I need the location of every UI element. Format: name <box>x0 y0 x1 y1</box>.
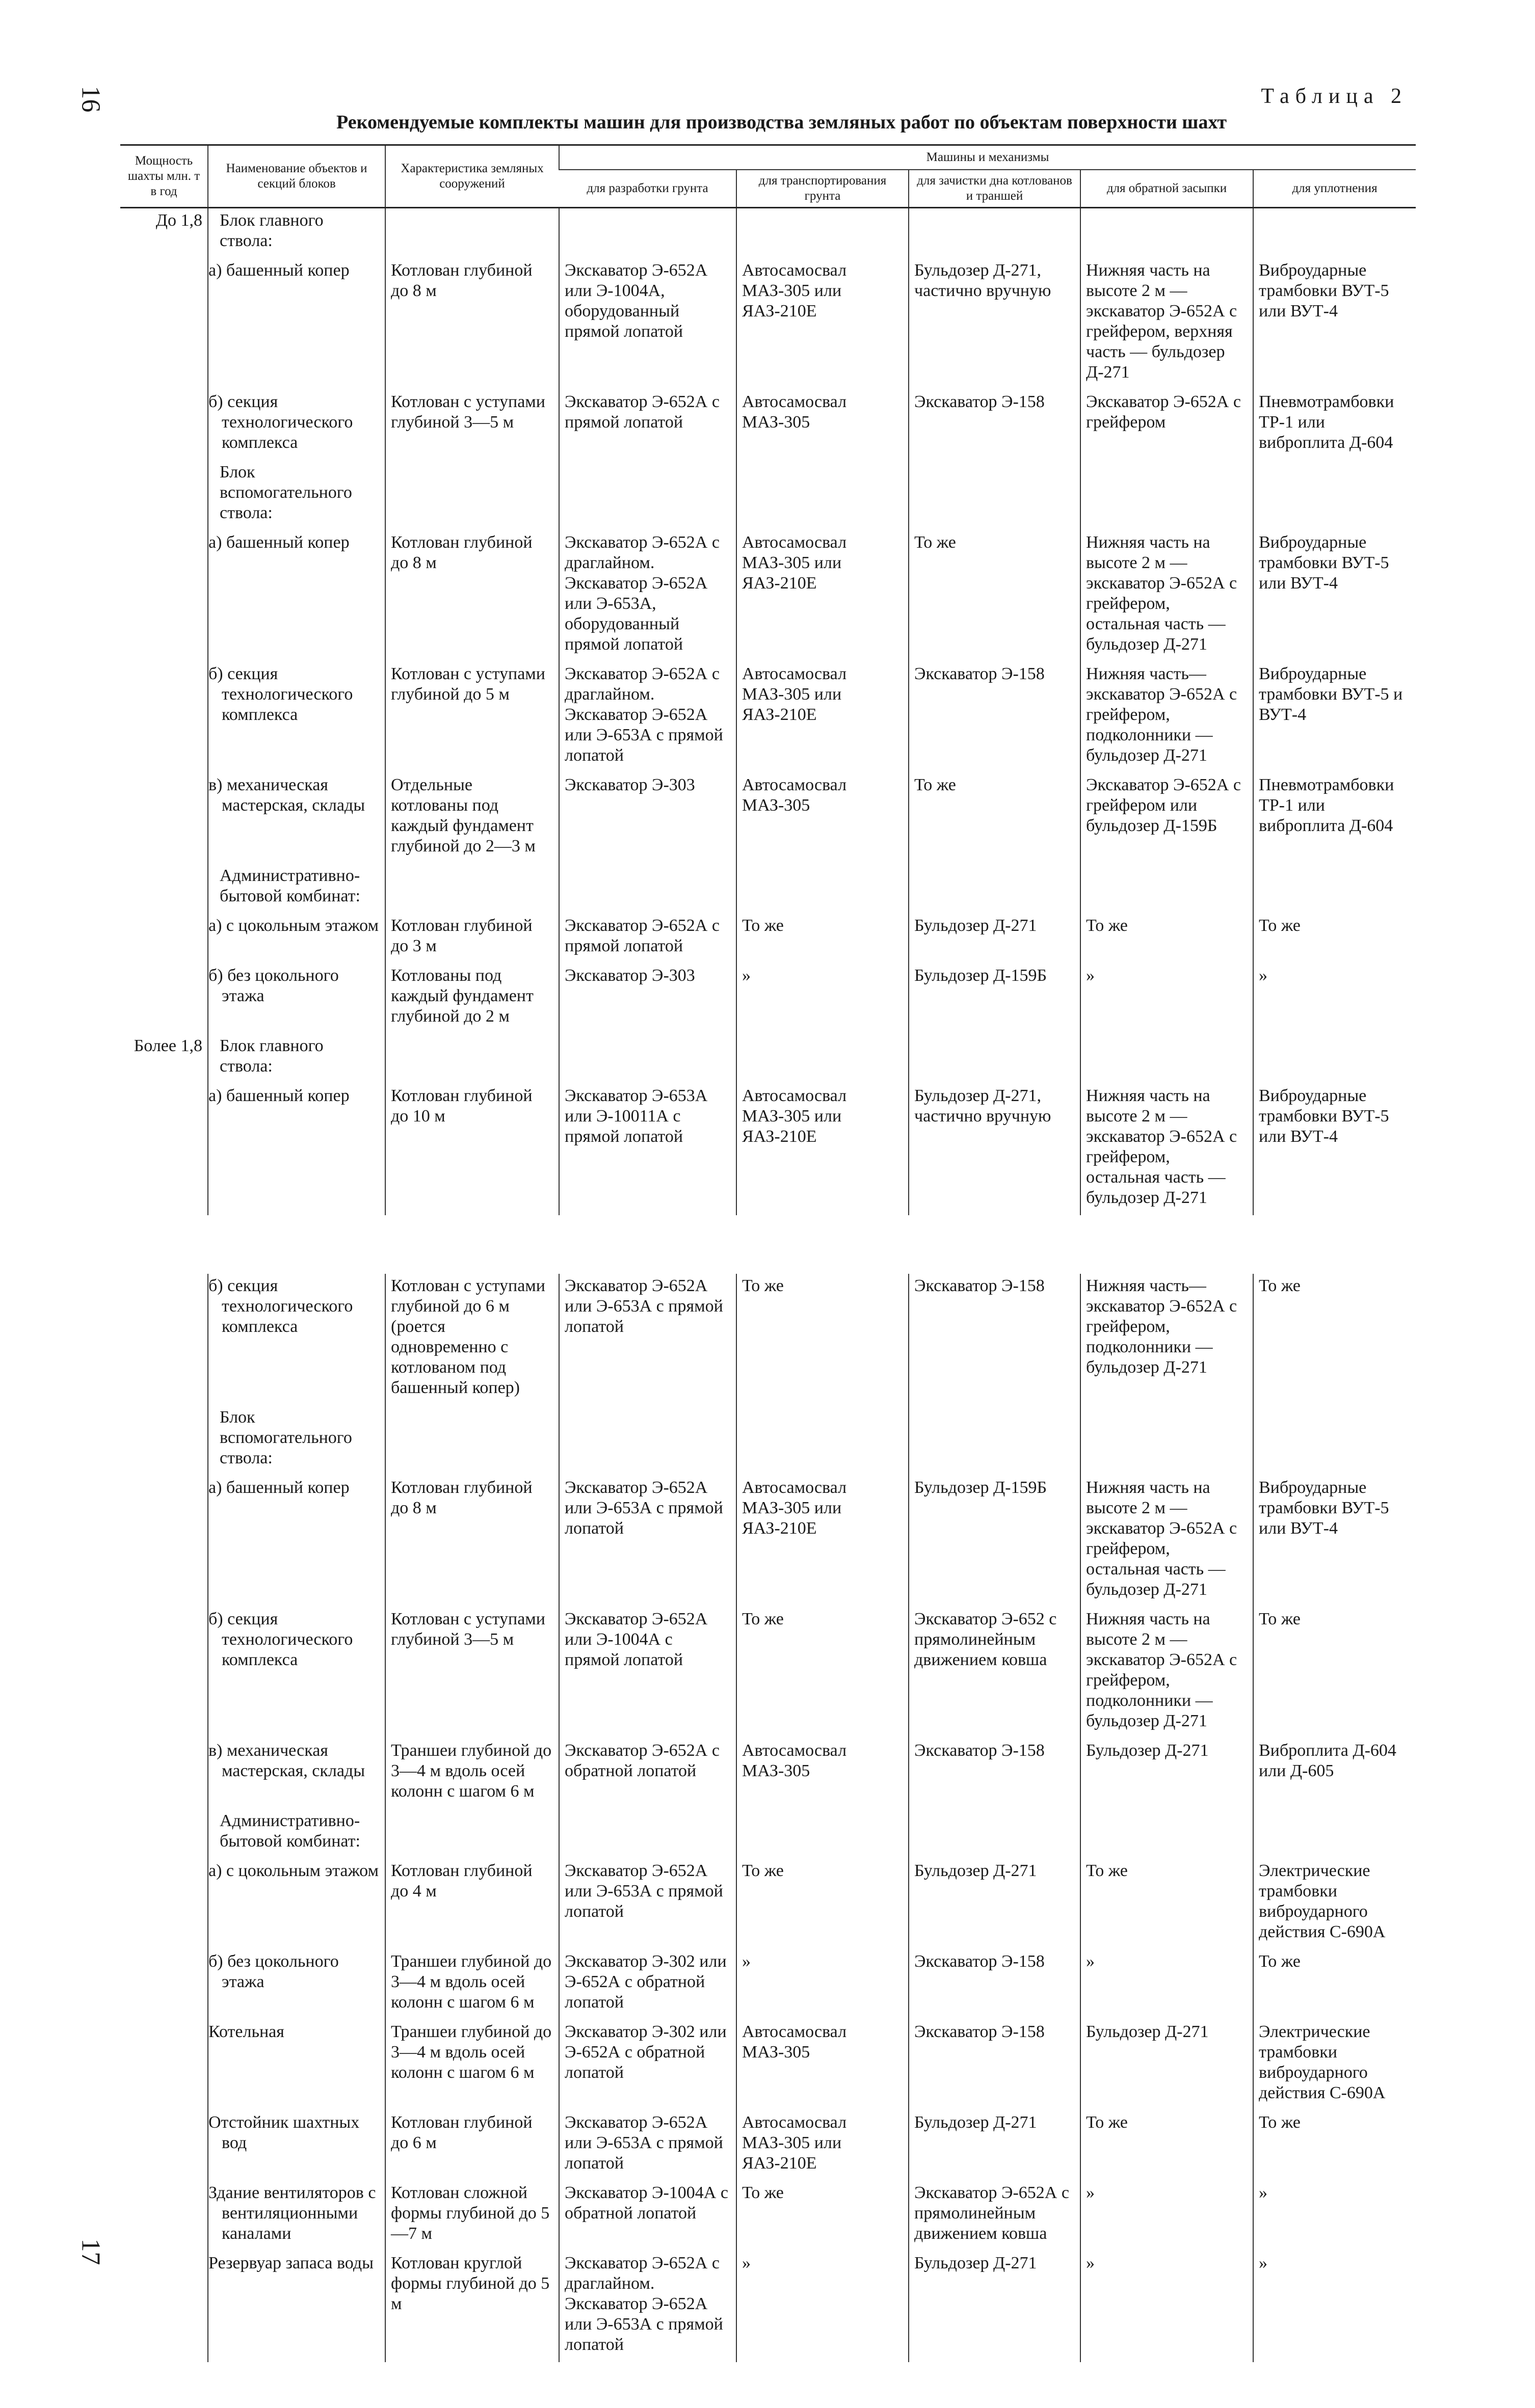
cell-cleaning: То же <box>909 773 1080 864</box>
cell-backfill: Нижняя часть на высоте 2 м — экскаватор Э-652А с грейфером, остальная часть — бульдозер Д-271 <box>1080 1476 1253 1607</box>
cell-transport: Автосамосвал МАЗ-305 или ЯАЗ-210Е <box>736 1476 909 1607</box>
cell-object: Здание вентиляторов с вентиляционными каналами <box>208 2181 385 2251</box>
cell-capacity <box>120 662 208 773</box>
cell-characteristic: Котлован глубиной до 8 м <box>385 1476 559 1607</box>
cell-backfill: Экскаватор Э-652А с грейфером <box>1080 390 1253 460</box>
table-label: Таблица 2 <box>1261 85 1408 108</box>
cell-object: Административно-бытовой комбинат: <box>208 1809 385 1859</box>
cell-excavation: Экскаватор Э-1004А с обратной лопатой <box>559 2181 736 2251</box>
cell-object: а) башенный копер <box>208 1084 385 1215</box>
cell-compaction <box>1253 1405 1416 1476</box>
cell-backfill: То же <box>1080 2110 1253 2181</box>
cell-capacity <box>120 1738 208 1809</box>
cell-compaction: Виброударные трамбовки ВУТ-5 или ВУТ-4 <box>1253 1084 1416 1215</box>
cell-capacity <box>120 1476 208 1607</box>
cell-excavation <box>559 460 736 530</box>
cell-compaction: То же <box>1253 2110 1416 2181</box>
cell-object: а) башенный копер <box>208 258 385 390</box>
cell-cleaning: Экскаватор Э-158 <box>909 662 1080 773</box>
cell-excavation: Экскаватор Э-652А или Э-653А с прямой лопатой <box>559 2110 736 2181</box>
cell-compaction <box>1253 208 1416 259</box>
cell-characteristic: Котлованы под каждый фундамент глубиной до 2 м <box>385 964 559 1034</box>
table-title: Рекомендуемые комплекты машин для производства земляных работ по объектам поверхности шахт <box>336 112 1227 133</box>
cell-object: а) с цокольным этажом <box>208 1859 385 1949</box>
header-capacity: Мощность шахты млн. т в год <box>120 145 208 208</box>
cell-excavation <box>559 1809 736 1859</box>
table-row <box>120 2181 1416 2251</box>
cell-cleaning <box>909 1809 1080 1859</box>
cell-object: Блок главного ствола: <box>208 208 385 259</box>
cell-excavation <box>559 1405 736 1476</box>
header-excavation: для разработки грунта <box>559 170 736 208</box>
cell-transport: Автосамосвал МАЗ-305 или ЯАЗ-210Е <box>736 1084 909 1215</box>
cell-transport <box>736 1405 909 1476</box>
cell-transport: » <box>736 1949 909 2020</box>
table-row <box>120 1607 1416 1738</box>
cell-excavation: Экскаватор Э-652А с драглайном. Экскаватор Э-652А или Э-653А с прямой лопатой <box>559 662 736 773</box>
cell-transport <box>736 864 909 914</box>
cell-compaction: Пневмотрамбовки ТР-1 или виброплита Д-604 <box>1253 773 1416 864</box>
cell-capacity <box>120 1274 208 1405</box>
cell-cleaning: Бульдозер Д-159Б <box>909 1476 1080 1607</box>
cell-capacity <box>120 460 208 530</box>
cell-cleaning: Экскаватор Э-652 с прямолинейным движением ковша <box>909 1607 1080 1738</box>
cell-compaction: Пневмотрамбовки ТР-1 или виброплита Д-604 <box>1253 390 1416 460</box>
cell-object: Административно-бытовой комбинат: <box>208 864 385 914</box>
cell-transport: То же <box>736 1859 909 1949</box>
cell-compaction: Электрические трамбовки виброударного действия С-690А <box>1253 1859 1416 1949</box>
page-number-bottom: 17 <box>76 2238 105 2265</box>
cell-capacity: Более 1,8 <box>134 1036 202 1055</box>
cell-excavation: Экскаватор Э-652А или Э-653А с прямой лопатой <box>559 1274 736 1405</box>
table-row <box>120 1084 1416 1215</box>
cell-object: Котельная <box>208 2020 385 2110</box>
cell-characteristic <box>385 864 559 914</box>
cell-characteristic: Отдельные котлованы под каждый фундамент глубиной до 2—3 м <box>385 773 559 864</box>
table-row <box>120 258 1416 390</box>
cell-characteristic: Траншеи глубиной до 3—4 м вдоль осей колонн с шагом 6 м <box>385 1949 559 2020</box>
cell-backfill: » <box>1080 2181 1253 2251</box>
cell-excavation: Экскаватор Э-652А с драглайном. Экскаватор Э-652А или Э-653А, оборудованный прямой лопатой <box>559 530 736 662</box>
cell-capacity: До 1,8 <box>155 211 202 230</box>
cell-characteristic <box>385 208 559 259</box>
table-row <box>120 208 1416 259</box>
cell-transport: Автосамосвал МАЗ-305 <box>736 773 909 864</box>
cell-capacity <box>120 2251 208 2362</box>
cell-excavation: Экскаватор Э-652А или Э-1004А с прямой лопатой <box>559 1607 736 1738</box>
cell-characteristic: Котлован с уступами глубиной 3—5 м <box>385 390 559 460</box>
cell-excavation: Экскаватор Э-652А или Э-1004А, оборудованный прямой лопатой <box>559 258 736 390</box>
cell-characteristic: Траншеи глубиной до 3—4 м вдоль осей колонн с шагом 6 м <box>385 2020 559 2110</box>
cell-capacity <box>120 258 208 390</box>
table-row <box>120 2020 1416 2110</box>
cell-capacity <box>120 2181 208 2251</box>
cell-object: Блок главного ствола: <box>208 1034 385 1084</box>
cell-cleaning: Бульдозер Д-271 <box>909 2251 1080 2362</box>
cell-characteristic: Котлован глубиной до 10 м <box>385 1084 559 1215</box>
header-machines-group: Машины и механизмы <box>559 145 1416 170</box>
cell-capacity <box>120 2110 208 2181</box>
cell-backfill: Нижняя часть на высоте 2 м — экскаватор Э-652А с грейфером, верхняя часть — бульдозер Д-271 <box>1080 258 1253 390</box>
cell-compaction: Электрические трамбовки виброударного действия С-690А <box>1253 2020 1416 2110</box>
table-row <box>120 1476 1416 1607</box>
table-row <box>120 2110 1416 2181</box>
header-objects: Наименование объектов и секций блоков <box>208 145 385 208</box>
cell-characteristic: Котлован глубиной до 8 м <box>385 258 559 390</box>
cell-backfill: Нижняя часть—экскаватор Э-652А с грейфером, подколонники — бульдозер Д-271 <box>1080 662 1253 773</box>
table-row <box>120 530 1416 662</box>
cell-capacity <box>120 773 208 864</box>
cell-backfill: Экскаватор Э-652А с грейфером или бульдозер Д-159Б <box>1080 773 1253 864</box>
table-row <box>120 460 1416 530</box>
table-row <box>120 1274 1416 1405</box>
cell-excavation <box>559 864 736 914</box>
cell-transport: То же <box>736 1607 909 1738</box>
cell-characteristic: Котлован круглой формы глубиной до 5 м <box>385 2251 559 2362</box>
cell-compaction <box>1253 460 1416 530</box>
cell-characteristic: Котлован с уступами глубиной 3—5 м <box>385 1607 559 1738</box>
cell-backfill <box>1080 1405 1253 1476</box>
cell-compaction <box>1253 1034 1416 1084</box>
cell-characteristic: Котлован глубиной до 4 м <box>385 1859 559 1949</box>
cell-object: Блок вспомогательного ствола: <box>208 460 385 530</box>
cell-compaction: Виброударные трамбовки ВУТ-5 или ВУТ-4 <box>1253 530 1416 662</box>
cell-backfill <box>1080 1809 1253 1859</box>
table-row <box>120 1859 1416 1949</box>
table-row <box>120 1405 1416 1476</box>
cell-excavation: Экскаватор Э-303 <box>559 773 736 864</box>
cell-compaction: То же <box>1253 1949 1416 2020</box>
cell-characteristic: Котлован с уступами глубиной до 6 м (роется одновременно с котлованом под башенный копер) <box>385 1274 559 1405</box>
cell-cleaning <box>909 460 1080 530</box>
cell-characteristic <box>385 1034 559 1084</box>
page-number-top: 16 <box>76 86 105 113</box>
cell-backfill: То же <box>1080 914 1253 964</box>
cell-compaction: То же <box>1253 914 1416 964</box>
cell-backfill: То же <box>1080 1859 1253 1949</box>
cell-transport: То же <box>736 1274 909 1405</box>
cell-object: а) башенный копер <box>208 530 385 662</box>
table-row <box>120 1034 1416 1084</box>
machines-table-bottom <box>120 1274 1416 2362</box>
machines-table-top <box>120 144 1416 1215</box>
cell-excavation: Экскаватор Э-652А с прямой лопатой <box>559 914 736 964</box>
cell-characteristic: Котлован с уступами глубиной до 5 м <box>385 662 559 773</box>
cell-transport: Автосамосвал МАЗ-305 <box>736 2020 909 2110</box>
cell-backfill: Нижняя часть на высоте 2 м — экскаватор Э-652А с грейфером, остальная часть — бульдозер Д-271 <box>1080 1084 1253 1215</box>
cell-backfill: Бульдозер Д-271 <box>1080 2020 1253 2110</box>
cell-transport: » <box>736 964 909 1034</box>
cell-transport: То же <box>736 914 909 964</box>
cell-cleaning: Экскаватор Э-158 <box>909 390 1080 460</box>
cell-transport: Автосамосвал МАЗ-305 или ЯАЗ-210Е <box>736 530 909 662</box>
cell-object: б) без цокольного этажа <box>208 964 385 1034</box>
cell-cleaning: Экскаватор Э-158 <box>909 1274 1080 1405</box>
cell-capacity <box>120 390 208 460</box>
cell-cleaning <box>909 1034 1080 1084</box>
cell-object: в) механическая мастерская, склады <box>208 1738 385 1809</box>
cell-backfill: Нижняя часть на высоте 2 м — экскаватор Э-652А с грейфером, остальная часть — бульдозер Д-271 <box>1080 530 1253 662</box>
cell-object: б) секция технологического комплекса <box>208 662 385 773</box>
cell-capacity <box>120 864 208 914</box>
cell-excavation: Экскаватор Э-302 или Э-652А с обратной лопатой <box>559 1949 736 2020</box>
cell-cleaning <box>909 864 1080 914</box>
cell-object: а) с цокольным этажом <box>208 914 385 964</box>
cell-excavation: Экскаватор Э-652А с обратной лопатой <box>559 1738 736 1809</box>
cell-backfill: Бульдозер Д-271 <box>1080 1738 1253 1809</box>
cell-transport: » <box>736 2251 909 2362</box>
cell-transport: Автосамосвал МАЗ-305 <box>736 390 909 460</box>
table-row <box>120 662 1416 773</box>
table-row <box>120 964 1416 1034</box>
cell-compaction: Виброударные трамбовки ВУТ-5 и ВУТ-4 <box>1253 662 1416 773</box>
cell-object: в) механическая мастерская, склады <box>208 773 385 864</box>
cell-excavation: Экскаватор Э-303 <box>559 964 736 1034</box>
cell-excavation: Экскаватор Э-652А или Э-653А с прямой лопатой <box>559 1859 736 1949</box>
table-row <box>120 914 1416 964</box>
cell-capacity <box>120 530 208 662</box>
cell-backfill: » <box>1080 2251 1253 2362</box>
cell-cleaning: Бульдозер Д-271, частично вручную <box>909 258 1080 390</box>
table-body-bottom <box>120 1274 1416 2362</box>
cell-transport <box>736 1034 909 1084</box>
cell-backfill: Нижняя часть на высоте 2 м — экскаватор Э-652А с грейфером, подколонники — бульдозер Д-271 <box>1080 1607 1253 1738</box>
cell-compaction: То же <box>1253 1274 1416 1405</box>
cell-compaction: » <box>1253 964 1416 1034</box>
cell-cleaning: Экскаватор Э-158 <box>909 1949 1080 2020</box>
cell-characteristic <box>385 1405 559 1476</box>
cell-backfill <box>1080 864 1253 914</box>
table-row <box>120 773 1416 864</box>
header-characteristics: Характеристика земляных сооружений <box>385 145 559 208</box>
cell-capacity <box>120 964 208 1034</box>
cell-transport <box>736 208 909 259</box>
cell-transport: То же <box>736 2181 909 2251</box>
cell-compaction <box>1253 864 1416 914</box>
header-backfill: для обратной засыпки <box>1080 170 1253 208</box>
cell-object: Резервуар запаса воды <box>208 2251 385 2362</box>
cell-cleaning: Бульдозер Д-271, частично вручную <box>909 1084 1080 1215</box>
cell-cleaning: Экскаватор Э-158 <box>909 1738 1080 1809</box>
cell-capacity <box>120 1809 208 1859</box>
table-row <box>120 390 1416 460</box>
header-transport: для транспортирования грунта <box>736 170 909 208</box>
cell-backfill: Нижняя часть—экскаватор Э-652А с грейфером, подколонники — бульдозер Д-271 <box>1080 1274 1253 1405</box>
cell-cleaning: Бульдозер Д-271 <box>909 1859 1080 1949</box>
table-row <box>120 1949 1416 2020</box>
cell-characteristic: Котлован глубиной до 8 м <box>385 530 559 662</box>
cell-characteristic <box>385 460 559 530</box>
cell-transport: Автосамосвал МАЗ-305 или ЯАЗ-210Е <box>736 258 909 390</box>
cell-backfill <box>1080 1034 1253 1084</box>
cell-backfill: » <box>1080 1949 1253 2020</box>
cell-transport: Автосамосвал МАЗ-305 или ЯАЗ-210Е <box>736 2110 909 2181</box>
cell-cleaning: Бульдозер Д-271 <box>909 914 1080 964</box>
cell-excavation: Экскаватор Э-652А с прямой лопатой <box>559 390 736 460</box>
cell-capacity <box>120 914 208 964</box>
cell-object: б) без цокольного этажа <box>208 1949 385 2020</box>
table-row <box>120 864 1416 914</box>
cell-cleaning: Бульдозер Д-159Б <box>909 964 1080 1034</box>
cell-excavation: Экскаватор Э-653А или Э-10011А с прямой лопатой <box>559 1084 736 1215</box>
cell-compaction: » <box>1253 2181 1416 2251</box>
cell-transport: Автосамосвал МАЗ-305 или ЯАЗ-210Е <box>736 662 909 773</box>
header-compaction: для уплотнения <box>1253 170 1416 208</box>
cell-object: а) башенный копер <box>208 1476 385 1607</box>
cell-compaction: То же <box>1253 1607 1416 1738</box>
cell-characteristic <box>385 1809 559 1859</box>
cell-compaction: Виброударные трамбовки ВУТ-5 или ВУТ-4 <box>1253 258 1416 390</box>
cell-cleaning <box>909 1405 1080 1476</box>
cell-backfill: » <box>1080 964 1253 1034</box>
cell-characteristic: Котлован глубиной до 6 м <box>385 2110 559 2181</box>
cell-capacity <box>120 1405 208 1476</box>
cell-object: Отстойник шахтных вод <box>208 2110 385 2181</box>
cell-excavation: Экскаватор Э-652А с драглайном. Экскаватор Э-652А или Э-653А с прямой лопатой <box>559 2251 736 2362</box>
cell-capacity <box>120 2020 208 2110</box>
cell-cleaning: То же <box>909 530 1080 662</box>
cell-transport <box>736 1809 909 1859</box>
cell-object: б) секция технологического комплекса <box>208 1274 385 1405</box>
cell-cleaning: Экскаватор Э-652А с прямолинейным движением ковша <box>909 2181 1080 2251</box>
cell-excavation <box>559 1034 736 1084</box>
cell-capacity <box>120 1859 208 1949</box>
cell-compaction: » <box>1253 2251 1416 2362</box>
cell-capacity <box>120 1949 208 2020</box>
table-row <box>120 2251 1416 2362</box>
header-cleaning: для зачистки дна котлованов и траншей <box>909 170 1080 208</box>
cell-compaction: Виброплита Д-604 или Д-605 <box>1253 1738 1416 1809</box>
cell-object: б) секция технологического комплекса <box>208 390 385 460</box>
cell-characteristic: Траншеи глубиной до 3—4 м вдоль осей колонн с шагом 6 м <box>385 1738 559 1809</box>
cell-cleaning <box>909 208 1080 259</box>
cell-characteristic: Котлован глубиной до 3 м <box>385 914 559 964</box>
cell-transport <box>736 460 909 530</box>
cell-object: Блок вспомогательного ствола: <box>208 1405 385 1476</box>
cell-capacity <box>120 1607 208 1738</box>
cell-backfill <box>1080 460 1253 530</box>
table-row <box>120 1738 1416 1809</box>
cell-object: б) секция технологического комплекса <box>208 1607 385 1738</box>
cell-capacity <box>120 1084 208 1215</box>
cell-characteristic: Котлован сложной формы глубиной до 5—7 м <box>385 2181 559 2251</box>
table-body-top <box>120 208 1416 1216</box>
cell-compaction: Виброударные трамбовки ВУТ-5 или ВУТ-4 <box>1253 1476 1416 1607</box>
cell-transport: Автосамосвал МАЗ-305 <box>736 1738 909 1809</box>
cell-excavation <box>559 208 736 259</box>
cell-cleaning: Экскаватор Э-158 <box>909 2020 1080 2110</box>
table-row <box>120 1809 1416 1859</box>
cell-excavation: Экскаватор Э-652А или Э-653А с прямой лопатой <box>559 1476 736 1607</box>
cell-cleaning: Бульдозер Д-271 <box>909 2110 1080 2181</box>
cell-excavation: Экскаватор Э-302 или Э-652А с обратной лопатой <box>559 2020 736 2110</box>
cell-compaction <box>1253 1809 1416 1859</box>
cell-backfill <box>1080 208 1253 259</box>
